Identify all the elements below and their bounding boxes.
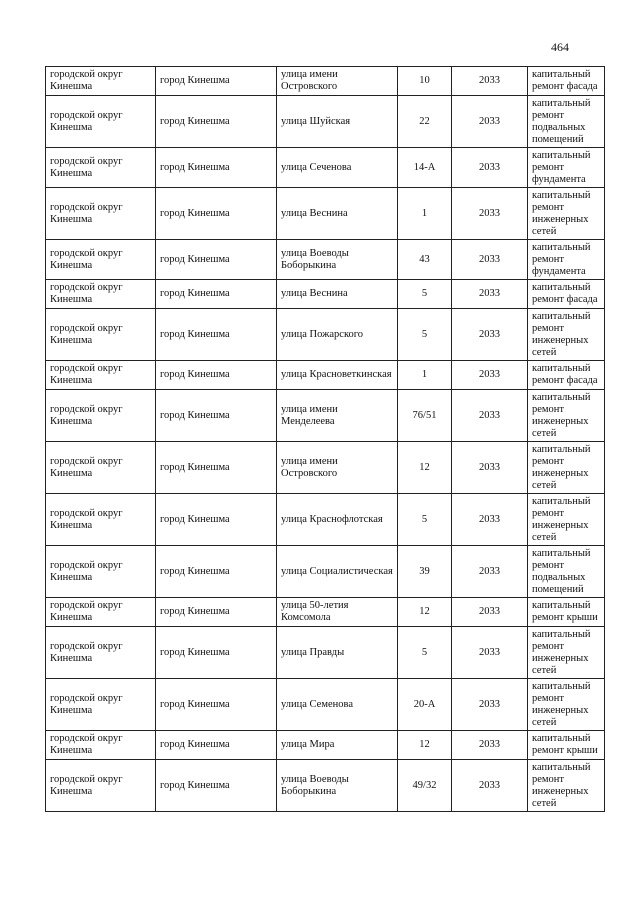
house-number-cell: 49/32 — [398, 760, 452, 812]
house-number-cell: 12 — [398, 731, 452, 760]
house-number-cell: 12 — [398, 442, 452, 494]
work-type-cell: капитальный ремонт крыши — [528, 598, 605, 627]
city-cell: город Кинешма — [156, 442, 277, 494]
table-row — [46, 494, 605, 546]
street-cell: улица Веснина — [277, 188, 398, 240]
work-type-cell: капитальный ремонт инженерных сетей — [528, 390, 605, 442]
street-cell: улица Воеводы Боборыкина — [277, 760, 398, 812]
district-cell: городской округ Кинешма — [46, 598, 156, 627]
work-type-cell: капитальный ремонт крыши — [528, 731, 605, 760]
table-row — [46, 442, 605, 494]
street-cell: улица Пожарского — [277, 309, 398, 361]
work-type-cell: капитальный ремонт фасада — [528, 67, 605, 96]
street-cell: улица Социалистическая — [277, 546, 398, 598]
street-cell: улица Шуйская — [277, 96, 398, 148]
year-cell: 2033 — [452, 96, 528, 148]
city-cell: город Кинешма — [156, 546, 277, 598]
year-cell: 2033 — [452, 148, 528, 188]
work-type-cell: капитальный ремонт инженерных сетей — [528, 679, 605, 731]
street-cell: улица Краснофлотская — [277, 494, 398, 546]
district-cell: городской округ Кинешма — [46, 148, 156, 188]
district-cell: городской округ Кинешма — [46, 731, 156, 760]
work-type-cell: капитальный ремонт подвальных помещений — [528, 96, 605, 148]
year-cell: 2033 — [452, 240, 528, 280]
table-row — [46, 598, 605, 627]
city-cell: город Кинешма — [156, 309, 277, 361]
house-number-cell: 10 — [398, 67, 452, 96]
district-cell: городской округ Кинешма — [46, 361, 156, 390]
street-cell: улица Красноветкинская — [277, 361, 398, 390]
street-cell: улица Воеводы Боборыкина — [277, 240, 398, 280]
work-type-cell: капитальный ремонт инженерных сетей — [528, 627, 605, 679]
district-cell: городской округ Кинешма — [46, 67, 156, 96]
house-number-cell: 39 — [398, 546, 452, 598]
year-cell: 2033 — [452, 188, 528, 240]
city-cell: город Кинешма — [156, 188, 277, 240]
city-cell: город Кинешма — [156, 598, 277, 627]
house-number-cell: 20-А — [398, 679, 452, 731]
house-number-cell: 22 — [398, 96, 452, 148]
city-cell: город Кинешма — [156, 731, 277, 760]
house-number-cell: 43 — [398, 240, 452, 280]
table-row — [46, 546, 605, 598]
work-type-cell: капитальный ремонт инженерных сетей — [528, 188, 605, 240]
table-row — [46, 679, 605, 731]
year-cell: 2033 — [452, 679, 528, 731]
year-cell: 2033 — [452, 309, 528, 361]
city-cell: город Кинешма — [156, 494, 277, 546]
street-cell: улица Семенова — [277, 679, 398, 731]
house-number-cell: 76/51 — [398, 390, 452, 442]
street-cell: улица имени Островского — [277, 442, 398, 494]
district-cell: городской округ Кинешма — [46, 679, 156, 731]
work-type-cell: капитальный ремонт инженерных сетей — [528, 309, 605, 361]
year-cell: 2033 — [452, 280, 528, 309]
year-cell: 2033 — [452, 546, 528, 598]
house-number-cell: 5 — [398, 494, 452, 546]
street-cell: улица имени Островского — [277, 67, 398, 96]
year-cell: 2033 — [452, 760, 528, 812]
table-row — [46, 188, 605, 240]
city-cell: город Кинешма — [156, 361, 277, 390]
page-number: 464 — [551, 40, 569, 54]
table-body — [46, 67, 605, 812]
work-type-cell: капитальный ремонт инженерных сетей — [528, 442, 605, 494]
district-cell: городской округ Кинешма — [46, 188, 156, 240]
work-type-cell: капитальный ремонт фасада — [528, 280, 605, 309]
work-type-cell: капитальный ремонт инженерных сетей — [528, 494, 605, 546]
table-row — [46, 148, 605, 188]
year-cell: 2033 — [452, 494, 528, 546]
year-cell: 2033 — [452, 67, 528, 96]
house-number-cell: 14-А — [398, 148, 452, 188]
house-number-cell: 12 — [398, 598, 452, 627]
district-cell: городской округ Кинешма — [46, 96, 156, 148]
district-cell: городской округ Кинешма — [46, 546, 156, 598]
street-cell: улица Мира — [277, 731, 398, 760]
city-cell: город Кинешма — [156, 67, 277, 96]
city-cell: город Кинешма — [156, 760, 277, 812]
table-row — [46, 96, 605, 148]
city-cell: город Кинешма — [156, 390, 277, 442]
street-cell: улица имени Менделеева — [277, 390, 398, 442]
year-cell: 2033 — [452, 731, 528, 760]
table-row — [46, 67, 605, 96]
city-cell: город Кинешма — [156, 96, 277, 148]
city-cell: город Кинешма — [156, 148, 277, 188]
street-cell: улица Сеченова — [277, 148, 398, 188]
work-type-cell: капитальный ремонт фасада — [528, 361, 605, 390]
district-cell: городской округ Кинешма — [46, 280, 156, 309]
work-type-cell: капитальный ремонт инженерных сетей — [528, 760, 605, 812]
district-cell: городской округ Кинешма — [46, 627, 156, 679]
year-cell: 2033 — [452, 598, 528, 627]
table-row — [46, 731, 605, 760]
street-cell: улица 50-летия Комсомола — [277, 598, 398, 627]
house-number-cell: 5 — [398, 627, 452, 679]
street-cell: улица Правды — [277, 627, 398, 679]
district-cell: городской округ Кинешма — [46, 240, 156, 280]
work-type-cell: капитальный ремонт фундамента — [528, 240, 605, 280]
city-cell: город Кинешма — [156, 627, 277, 679]
city-cell: город Кинешма — [156, 679, 277, 731]
district-cell: городской округ Кинешма — [46, 494, 156, 546]
year-cell: 2033 — [452, 390, 528, 442]
district-cell: городской округ Кинешма — [46, 309, 156, 361]
house-number-cell: 1 — [398, 361, 452, 390]
repair-schedule-table — [45, 66, 605, 812]
table-row — [46, 760, 605, 812]
house-number-cell: 5 — [398, 309, 452, 361]
table-row — [46, 240, 605, 280]
house-number-cell: 1 — [398, 188, 452, 240]
district-cell: городской округ Кинешма — [46, 390, 156, 442]
city-cell: город Кинешма — [156, 240, 277, 280]
year-cell: 2033 — [452, 627, 528, 679]
city-cell: город Кинешма — [156, 280, 277, 309]
year-cell: 2033 — [452, 361, 528, 390]
table-row — [46, 309, 605, 361]
table-row — [46, 390, 605, 442]
table-row — [46, 361, 605, 390]
work-type-cell: капитальный ремонт подвальных помещений — [528, 546, 605, 598]
district-cell: городской округ Кинешма — [46, 442, 156, 494]
year-cell: 2033 — [452, 442, 528, 494]
table-row — [46, 280, 605, 309]
table-row — [46, 627, 605, 679]
street-cell: улица Веснина — [277, 280, 398, 309]
house-number-cell: 5 — [398, 280, 452, 309]
work-type-cell: капитальный ремонт фундамента — [528, 148, 605, 188]
district-cell: городской округ Кинешма — [46, 760, 156, 812]
